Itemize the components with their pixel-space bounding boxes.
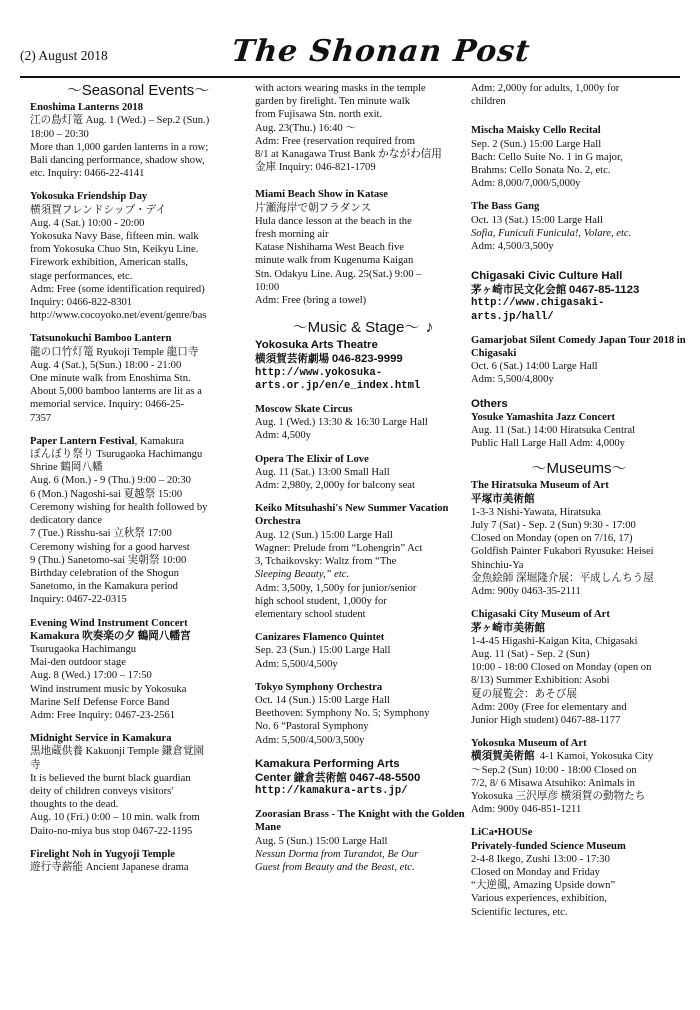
event-line: 遊行寺薪能 Ancient Japanese drama xyxy=(30,861,189,873)
event-line: Firework exhibition, American stalls, xyxy=(30,257,188,269)
event-line: ぼんぼり祭り Tsurugaoka Hachimangu xyxy=(30,449,203,461)
venue-name: Chigasaki Civic Culture Hall xyxy=(471,270,623,283)
event-line: Nessun Dorma from Turandot, Be Our xyxy=(255,848,419,860)
event-line: high school student, 1,000y for xyxy=(255,595,387,607)
event-line: Wagner: Prelude from “Lohengrin” Act xyxy=(255,542,423,554)
museum-line: 〜Sep.2 (Sun) 10:00 - 18:00 Closed on xyxy=(471,764,637,776)
event-line: Shrine 鶴岡八幡 xyxy=(30,462,103,474)
event-wind-concert xyxy=(30,617,246,723)
music-note-icon: ♪ xyxy=(425,319,434,337)
event-line: Bali dancing performance, shadow show, xyxy=(30,155,205,167)
museum-line: 1-4-45 Higashi-Kaigan Kita, Chigasaki xyxy=(471,635,638,647)
event-maisky xyxy=(471,124,687,190)
museum-line: 10:00 - 18:00 Closed on Monday (open on xyxy=(471,662,652,674)
event-line: Adm: 2,000y for adults, 1,000y for xyxy=(471,83,620,94)
event-line: Kamakura 吹奏楽の夕 鶴岡八幡宮 xyxy=(30,630,191,642)
event-line: Tsurugaoka Hachimangu xyxy=(30,643,137,655)
event-link[interactable]: http://www.cocoyoko.net/event/genre/bas xyxy=(30,310,207,322)
event-line: from Fujisawa Stn. north exit. xyxy=(255,109,383,121)
event-title: Gamarjobat Silent Comedy Japan Tour 2018 in Chigasaki xyxy=(471,334,686,360)
event-title: Tokyo Symphony Orchestra xyxy=(255,681,383,693)
event-bass-gang xyxy=(471,200,687,253)
venue-link[interactable]: arts.or.jp/en/e_index.html xyxy=(255,379,421,392)
event-line: It is believed the burnt black guardian xyxy=(30,772,191,784)
event-line: 片瀬海岸で朝フラダンス xyxy=(255,202,372,214)
event-line: 6 (Mon.) Nagoshi-sai 夏越祭 15:00 xyxy=(30,488,183,500)
event-line: fresh morning air xyxy=(255,229,329,241)
event-line: etc. Inquiry: 0466-22-4141 xyxy=(30,168,145,180)
event-line: Oct. 13 (Sat.) 15:00 Large Hall xyxy=(471,214,603,226)
event-line: Public Hall Large Hall Adm: 4,000y xyxy=(471,438,625,450)
event-line: Sep. 23 (Sun.) 15:00 Large Hall xyxy=(255,645,391,657)
event-line: Katase Nishihama West Beach five xyxy=(255,242,404,254)
event-zoorasian-cont xyxy=(471,82,687,108)
event-line: Wind instrument music by Yokosuka xyxy=(30,683,187,695)
venue-name-line2: Center xyxy=(255,771,292,784)
event-line: thoughts to the dead. xyxy=(30,799,119,811)
event-line: Guest from Beauty and the Beast, etc. xyxy=(255,861,415,873)
venue-name: Kamakura Performing Arts xyxy=(255,757,400,770)
event-line: Aug. 8 (Wed.) 17:00 – 17:50 xyxy=(30,670,152,682)
event-line: Birthday celebration of the Shogun xyxy=(30,567,179,579)
museum-lica-house xyxy=(471,826,687,922)
museum-line: Scientific lectures, etc. xyxy=(471,906,568,918)
event-paper-lantern xyxy=(30,435,246,607)
museum-line: July 7 (Sat) - Sep. 2 (Sun) 9:30 - 17:00 xyxy=(471,520,636,532)
venue-name: Yokosuka Arts Theatre xyxy=(255,339,378,352)
event-line: Sofia, Funiculi Funicula!, Volare, etc. xyxy=(471,227,632,239)
event-title-suffix: , Kamakura xyxy=(134,435,184,447)
event-line: Aug. 4 (Sat.) 10:00 - 20:00 xyxy=(30,217,145,229)
event-line: Inquiry: 0467-22-0315 xyxy=(30,594,127,606)
event-title: Miami Beach Show in Katase xyxy=(255,189,389,201)
event-line: Yokosuka Navy Base, fifteen min. walk xyxy=(30,231,199,243)
event-line: Oct. 14 (Sun.) 15:00 Large Hall xyxy=(255,694,390,706)
section-heading-seasonal: 〜Seasonal Events〜 xyxy=(66,82,210,99)
event-line: Marine Self Defense Force Band xyxy=(30,696,170,708)
venue-name-jp: 茅ヶ崎市民文化会館 xyxy=(471,285,567,297)
museum-line: Shinchiu-Ya xyxy=(471,559,524,571)
event-zoorasian xyxy=(255,808,471,874)
event-line: deity of children conveys visitors' xyxy=(30,785,174,797)
museum-title: The Hiratsuka Museum of Art xyxy=(471,480,609,492)
event-mitsuhashi xyxy=(255,502,471,621)
museum-line: 4-1 Kamoi, Yokosuka City xyxy=(539,751,654,763)
museum-title: Yokosuka Museum of Art xyxy=(471,738,587,750)
section-heading-music xyxy=(255,319,471,337)
event-line: Aug. 4 (Sat.), 5(Sun.) 18:00 - 21:00 xyxy=(30,359,182,371)
event-title: Paper Lantern Festival xyxy=(30,435,135,447)
event-line: 10:00 xyxy=(255,281,280,293)
event-line: Hula dance lesson at the beach in the xyxy=(255,215,412,227)
event-line: No. 6 “Pastoral Symphony xyxy=(255,721,369,733)
event-line: 龍の口竹灯篭 Ryukoji Temple 龍口寺 xyxy=(30,346,199,358)
event-line: elementary school student xyxy=(255,608,366,620)
newspaper-title: The Shonan Post xyxy=(230,34,533,69)
event-title: Enoshima Lanterns 2018 xyxy=(30,102,144,114)
museum-line: 8/13) Summer Exhibition: Asobi xyxy=(471,675,610,687)
event-line: 8/1 at Kanagawa Trust Bank かながわ信用 xyxy=(255,149,442,161)
event-title: Firelight Noh in Yugyoji Temple xyxy=(30,848,176,860)
event-line: Adm: Free (some identification required) xyxy=(30,283,205,295)
event-line: Adm: 4,500/3,500y xyxy=(471,241,554,253)
event-line: Stn. Odakyu Line. Aug. 25(Sat.) 9:00 – xyxy=(255,268,422,280)
event-line: children xyxy=(471,96,506,108)
event-line: 寺 xyxy=(30,759,41,771)
museum-line: Yokosuka 三沢厚彦 横須賀の動物たち xyxy=(471,790,646,802)
event-line: Adm: Free (bring a towel) xyxy=(255,295,367,307)
museum-title-jp: 平塚市美術館 xyxy=(471,493,535,505)
event-line: minute walk from Kugenuma Kaigan xyxy=(255,255,414,267)
header-rule xyxy=(20,76,680,78)
venue-name-jp: 横須賀芸術劇場 xyxy=(255,354,330,366)
section-heading-museums: 〜Museums〜 xyxy=(531,460,627,478)
event-line: 横須賀フレンドシップ・デイ xyxy=(30,204,167,216)
venue-kamakura-arts xyxy=(255,757,471,798)
event-line: Aug. 11 (Sat.) 13:00 Small Hall xyxy=(255,466,390,478)
event-line: Adm: 2,980y, 2,000y for balcony seat xyxy=(255,480,415,492)
event-line: dedicatory dance xyxy=(30,515,103,527)
event-line: Beethoven: Symphony No. 5; Symphony xyxy=(255,708,430,720)
event-line: Aug. 10 (Fri.) 0:00 – 10 min. walk from xyxy=(30,812,200,824)
event-line: Adm: Free (reservation required from xyxy=(255,135,416,147)
event-title: Mischa Maisky Cello Recital xyxy=(471,125,601,137)
museum-line: Goldfish Painter Fukabori Ryusuke: Heisei xyxy=(471,546,654,558)
venue-name-jp: 鎌倉芸術館 xyxy=(293,772,347,784)
column-music-stage xyxy=(255,82,471,884)
museum-subtitle: Privately-funded Science Museum xyxy=(471,840,626,852)
museum-hiratsuka xyxy=(471,479,687,598)
event-line: Bach: Cello Suite No. 1 in G major, xyxy=(471,151,623,163)
event-gamarjobat xyxy=(471,334,687,387)
event-enoshima xyxy=(30,101,246,180)
event-line: stage performances, etc. xyxy=(30,270,133,282)
event-line: Adm: Free Inquiry: 0467-23-2561 xyxy=(30,709,176,721)
event-line: Sanetomo, in the Kamakura period xyxy=(30,581,178,593)
event-line: 18:00 – 20:30 xyxy=(30,128,89,140)
event-line: Sep. 2 (Sun.) 15:00 Large Hall xyxy=(471,138,602,150)
event-title: Zoorasian Brass - The Knight with the Golden Mane xyxy=(255,809,465,834)
venue-phone: 0467-48-5500 xyxy=(349,771,421,784)
event-canizares xyxy=(255,631,471,671)
museum-line: Closed on Monday and Friday xyxy=(471,866,600,878)
column-seasonal-events xyxy=(30,82,246,884)
event-line: One minute walk from Enoshima Stn. xyxy=(30,373,191,385)
event-title: Yokosuka Friendship Day xyxy=(30,191,148,203)
event-title: Moscow Skate Circus xyxy=(255,404,353,416)
event-title: Evening Wind Instrument Concert xyxy=(30,617,188,629)
museum-line: Adm: 900y 046-851-1211 xyxy=(471,804,582,816)
event-miami-beach xyxy=(255,188,471,307)
museum-line: Various experiences, exhibition, xyxy=(471,893,607,905)
event-line: Adm: 8,000/7,000/5,000y xyxy=(471,178,581,190)
section-title: 〜Music & Stage〜 xyxy=(292,319,420,337)
venue-yokosuka-arts xyxy=(255,338,471,393)
event-line: Aug. 23(Thu.) 16:40 〜 xyxy=(255,122,356,134)
event-line: Aug. 5 (Sun.) 15:00 Large Hall xyxy=(255,835,388,847)
others-heading: Others xyxy=(471,397,508,410)
venue-phone: 0467-85-1123 xyxy=(569,284,640,297)
event-firelight-noh xyxy=(30,848,246,874)
event-line: garden by firelight. Ten minute walk xyxy=(255,96,410,108)
event-title: Tatsunokuchi Bamboo Lantern xyxy=(30,333,172,345)
venue-link[interactable]: arts.jp/hall/ xyxy=(471,310,554,323)
event-line: About 5,000 bamboo lanterns are lit as a xyxy=(30,386,202,398)
event-title: The Bass Gang xyxy=(471,201,540,213)
event-line: Adm: 5,500/4,500/3,500y xyxy=(255,734,365,746)
event-line: Aug. 11 (Sat.) 14:00 Hiratsuka Central xyxy=(471,424,636,436)
museum-line: 夏の展覧会：あそび展 xyxy=(471,688,577,700)
event-line: from Yokosuka Chuo Stn, Keikyu Line. xyxy=(30,244,199,256)
event-line: 9 (Thu.) Sanetomo-sai 実朝祭 10:00 xyxy=(30,554,187,566)
event-line: Adm: 5,500/4,800y xyxy=(471,374,554,386)
event-line: Adm: 4,500y xyxy=(255,430,311,442)
event-tokyo-symphony xyxy=(255,681,471,747)
venue-link[interactable]: http://www.yokosuka- xyxy=(255,366,383,379)
museum-line: Adm: 200y (Free for elementary and xyxy=(471,701,627,713)
museum-line: 7/2, 8/ 6 Misawa Atsuhiko: Animals in xyxy=(471,777,635,789)
venue-link[interactable]: http://kamakura-arts.jp/ xyxy=(255,784,408,797)
museum-line: Junior High student) 0467-88-1177 xyxy=(471,714,621,726)
event-line: Ceremony wishing for health followed by xyxy=(30,501,208,513)
event-line: Aug. 1 (Wed.) 13:30 & 16:30 Large Hall xyxy=(255,417,428,429)
event-line: 3, Tchaikovsky: Waltz from “The xyxy=(255,556,397,568)
event-line: Mai-den outdoor stage xyxy=(30,657,126,669)
museum-title-jp: 横須賀美術館 xyxy=(471,751,535,763)
museum-line: 金魚絵師 深堀隆介展：平成しんちう屋 xyxy=(471,572,654,584)
event-line: Aug. 12 (Sun.) 15:00 Large Hall xyxy=(255,529,393,541)
venue-link[interactable]: http://www.chigasaki- xyxy=(471,297,605,310)
event-title: Canizares Flamenco Quintet xyxy=(255,632,385,644)
event-title: Yosuke Yamashita Jazz Concert xyxy=(471,411,616,423)
event-line: with actors wearing masks in the temple xyxy=(255,83,426,94)
event-opera xyxy=(255,453,471,493)
event-tatsunokuchi xyxy=(30,332,246,424)
event-others xyxy=(471,397,687,451)
event-line: 金庫 Inquiry: 046-821-1709 xyxy=(255,162,376,174)
event-line: Oct. 6 (Sat.) 14:00 Large Hall xyxy=(471,361,598,373)
event-line: memorial service. Inquiry: 0466-25- xyxy=(30,399,185,411)
event-title: Keiko Mitsuhashi's New Summer Vacation Orchestra xyxy=(255,503,449,528)
museum-title: Chigasaki City Museum of Art xyxy=(471,609,610,621)
event-line: Adm: 3,500y, 1,500y for junior/senior xyxy=(255,582,417,594)
event-line: Sleeping Beauty,” etc. xyxy=(255,569,350,581)
event-title: Opera The Elixir of Love xyxy=(255,453,369,465)
event-moscow-skate xyxy=(255,403,471,443)
event-line: 江の島灯篭 Aug. 1 (Wed.) – Sep.2 (Sun.) xyxy=(30,115,210,127)
event-line: Aug. 6 (Mon.) - 9 (Thu.) 9:00 – 20:30 xyxy=(30,475,191,487)
museum-line: Aug. 11 (Sat) - Sep. 2 (Sun) xyxy=(471,648,590,660)
column-museums xyxy=(471,82,687,932)
event-line: 7 (Tue.) Risshu-sai 立秋祭 17:00 xyxy=(30,528,172,540)
museum-line: “大逆風, Amazing Upside down” xyxy=(471,880,616,892)
museum-title: LiCa•HOUSe xyxy=(471,827,533,839)
event-line: 7357 xyxy=(30,412,52,424)
museum-yokosuka xyxy=(471,737,687,816)
museum-line: 2-4-8 Ikego, Zushi 13:00 - 17:30 xyxy=(471,853,610,865)
event-yokosuka-friendship xyxy=(30,190,246,322)
event-line: More than 1,000 garden lanterns in a row; xyxy=(30,141,209,153)
venue-chigasaki-hall xyxy=(471,269,687,324)
museum-line: Closed on Monday (open on 7/16, 17) xyxy=(471,533,633,545)
museum-line: 1-3-3 Nishi-Yawata, Hiratsuka xyxy=(471,506,601,518)
event-line: Adm: 5,500/4,500y xyxy=(255,658,338,670)
event-title: Midnight Service in Kamakura xyxy=(30,733,172,745)
event-firelight-noh-cont xyxy=(255,82,471,174)
event-line: Brahms: Cello Sonata No. 2, etc. xyxy=(471,165,611,177)
event-line: Daito-no-miya bus stop 0467-22-1195 xyxy=(30,825,193,837)
issue-date: (2) August 2018 xyxy=(20,48,108,63)
event-line: 黒地蔵供養 Kakuonji Temple 鎌倉覚園 xyxy=(30,746,205,758)
museum-line: Adm: 900y 0463-35-2111 xyxy=(471,586,581,598)
event-link[interactable]: Inquiry: 0466-822-8301 xyxy=(30,297,133,309)
event-midnight-service xyxy=(30,732,246,838)
museum-chigasaki xyxy=(471,608,687,727)
museum-title-jp: 茅ヶ崎市美術館 xyxy=(471,622,546,634)
event-line: Ceremony wishing for a good harvest xyxy=(30,541,190,553)
venue-phone: 046-823-9999 xyxy=(331,353,403,366)
